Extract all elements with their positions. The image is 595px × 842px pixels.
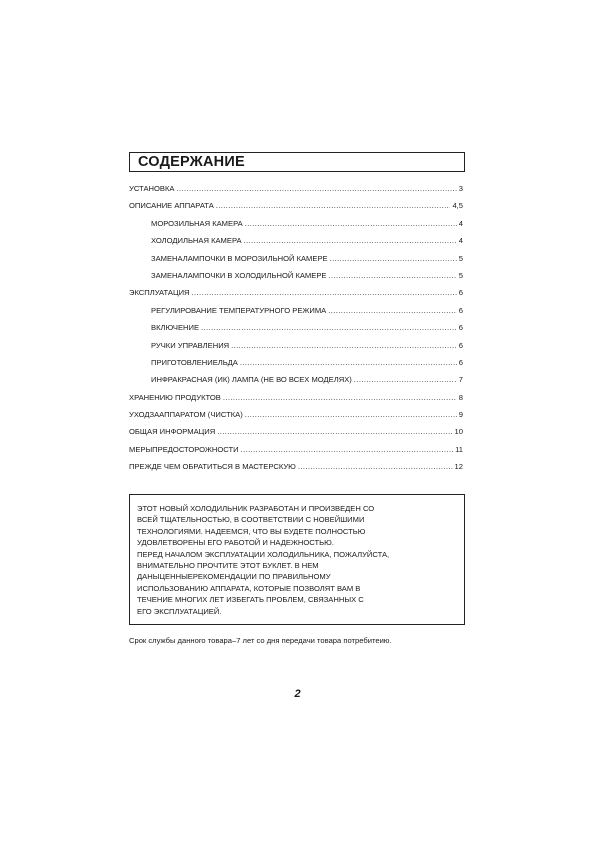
toc-leader-dots — [298, 462, 453, 471]
toc-entry-label: ВКЛЮЧЕНИЕ — [151, 323, 200, 333]
service-life-note: Срок службы данного товара–7 лет со дня передачи товара потребитеию. — [129, 636, 392, 645]
toc-entry-page: 5 — [458, 253, 463, 263]
notice-line: ПЕРЕД НАЧАЛОМ ЭКСПЛУАТАЦИИ ХОЛОДИЛЬНИКА, ПОЖАЛУЙСТА, — [137, 549, 390, 559]
toc-entry-label: ОПИСАНИЕ АППАРАТА — [129, 201, 214, 211]
toc-entry — [129, 410, 463, 427]
toc-leader-dots — [216, 201, 451, 210]
toc-leader-dots — [245, 410, 457, 419]
notice-box — [129, 494, 465, 625]
toc-entry-label: РУЧКИ УПРАВЛЕНИЯ — [151, 340, 230, 350]
toc-entry — [129, 375, 463, 392]
toc-entry — [129, 271, 463, 288]
toc-leader-dots — [217, 427, 452, 436]
notice-line: ЭТОТ НОВЫЙ ХОЛОДИЛЬНИК РАЗРАБОТАН И ПРОИЗВЕДЕН СО — [137, 504, 375, 513]
toc-entry-page: 8 — [458, 392, 463, 402]
toc-leader-dots — [354, 375, 457, 384]
toc-entry — [129, 219, 463, 236]
toc-entry-page: 7 — [458, 375, 463, 385]
toc-leader-dots — [176, 184, 456, 193]
toc-entry-label: ЗАМЕНАЛАМПОЧКИ В ХОЛОДИЛЬНОЙ КАМЕРЕ — [151, 270, 327, 280]
toc-entry — [129, 184, 463, 201]
page-number: 2 — [294, 688, 301, 700]
toc-leader-dots — [328, 306, 457, 315]
toc-entry-label: МЕРЫПРЕДОСТОРОЖНОСТИ — [129, 444, 239, 454]
toc-entry — [129, 254, 463, 271]
contents-title: СОДЕРЖАНИЕ — [138, 154, 245, 170]
toc-entry — [129, 236, 463, 253]
notice-line: ДАНЫЦЕННЫЕРЕКОМЕНДАЦИИ ПО ПРАВИЛЬНОМУ — [137, 572, 331, 582]
toc-leader-dots — [241, 445, 453, 454]
toc-entry-label: ЭКСПЛУАТАЦИЯ — [129, 288, 190, 298]
notice-line: УДОВЛЕТВОРЕНЫ ЕГО РАБОТОЙ И НАДЕЖНОСТЬЮ. — [137, 538, 334, 548]
toc-entry — [129, 323, 463, 340]
toc-entry-page: 6 — [458, 305, 463, 315]
toc-leader-dots — [328, 271, 456, 280]
notice-line: ВНИМАТЕЛЬНО ПРОЧТИТЕ ЭТОТ БУКЛЕТ. В НЕМ — [137, 561, 319, 571]
notice-line: ИСПОЛЬЗОВАНИЮ АППАРАТА, КОТОРЫЕ ПОЗВОЛЯТ ВАМ В — [137, 583, 361, 593]
toc-entry — [129, 445, 463, 462]
toc-entry-page: 6 — [458, 340, 463, 350]
toc-entry — [129, 288, 463, 305]
toc-entry-label: УХОДЗААППАРАТОМ (ЧИСТКА) — [129, 410, 243, 420]
contents-title-box — [129, 152, 465, 172]
toc-entry — [129, 341, 463, 358]
toc-entry-page: 11 — [455, 444, 463, 454]
toc-entry-page: 4 — [458, 236, 463, 246]
toc-entry — [129, 462, 463, 479]
toc-leader-dots — [330, 254, 457, 263]
toc-entry-label: ХОЛОДИЛЬНАЯ КАМЕРА — [151, 236, 242, 246]
toc-entry-page: 5 — [458, 270, 463, 280]
toc-entry-page: 6 — [458, 357, 463, 367]
toc-entry-page: 4,5 — [452, 201, 463, 211]
toc-leader-dots — [245, 219, 457, 228]
table-of-contents — [129, 184, 463, 480]
toc-entry — [129, 427, 463, 444]
toc-leader-dots — [223, 393, 457, 402]
notice-line: ТЕЧЕНИЕ МНОГИХ ЛЕТ ИЗБЕГАТЬ ПРОБЛЕМ, СВЯЗАННЫХ С — [137, 595, 364, 605]
toc-entry-page: 4 — [458, 218, 463, 228]
toc-entry — [129, 358, 463, 375]
toc-entry-page: 3 — [458, 184, 463, 193]
toc-entry-page: 6 — [458, 288, 463, 298]
toc-entry-label: УСТАНОВКА — [129, 184, 175, 193]
toc-entry-label: МОРОЗИЛЬНАЯ КАМЕРА — [151, 218, 243, 228]
toc-entry-page: 10 — [454, 427, 463, 437]
toc-entry — [129, 393, 463, 410]
toc-leader-dots — [244, 236, 457, 245]
toc-entry-page: 9 — [458, 410, 463, 420]
toc-entry-label: РЕГУЛИРОВАНИЕ ТЕМПЕРАТУРНОГО РЕЖИМА — [151, 305, 327, 315]
notice-line: ЕГО ЭКСПЛУАТАЦИЕЙ. — [137, 606, 222, 616]
toc-entry — [129, 306, 463, 323]
notice-line: ВСЕЙ ТЩАТЕЛЬНОСТЬЮ, В СООТВЕТСТВИИ С НОВЕЙШИМИ — [137, 515, 365, 525]
toc-leader-dots — [192, 288, 457, 297]
toc-leader-dots — [231, 341, 457, 350]
notice-line: ТЕХНОЛОГИЯМИ. НАДЕЕМСЯ, ЧТО ВЫ БУДЕТЕ ПОЛНОСТЬЮ — [137, 526, 366, 536]
toc-entry — [129, 201, 463, 218]
toc-entry-label: ПРЕЖДЕ ЧЕМ ОБРАТИТЬСЯ В МАСТЕРСКУЮ — [129, 462, 296, 472]
toc-entry-label: ХРАНЕНИЮ ПРОДУКТОВ — [129, 392, 221, 402]
toc-entry-label: ИНФРАКРАСНАЯ (ИК) ЛАМПА (НЕ ВО ВСЕХ МОДЕЛЯХ) — [151, 375, 352, 385]
toc-leader-dots — [240, 358, 457, 367]
toc-entry-label: ЗАМЕНАЛАМПОЧКИ В МОРОЗИЛЬНОЙ КАМЕРЕ — [151, 253, 328, 263]
toc-entry-label: ПРИГОТОВЛЕНИЕЛЬДА — [151, 357, 238, 367]
toc-entry-label: ОБЩАЯ ИНФОРМАЦИЯ — [129, 427, 216, 437]
toc-leader-dots — [201, 323, 457, 332]
toc-entry-page: 12 — [454, 462, 463, 472]
toc-entry-page: 6 — [458, 323, 463, 333]
